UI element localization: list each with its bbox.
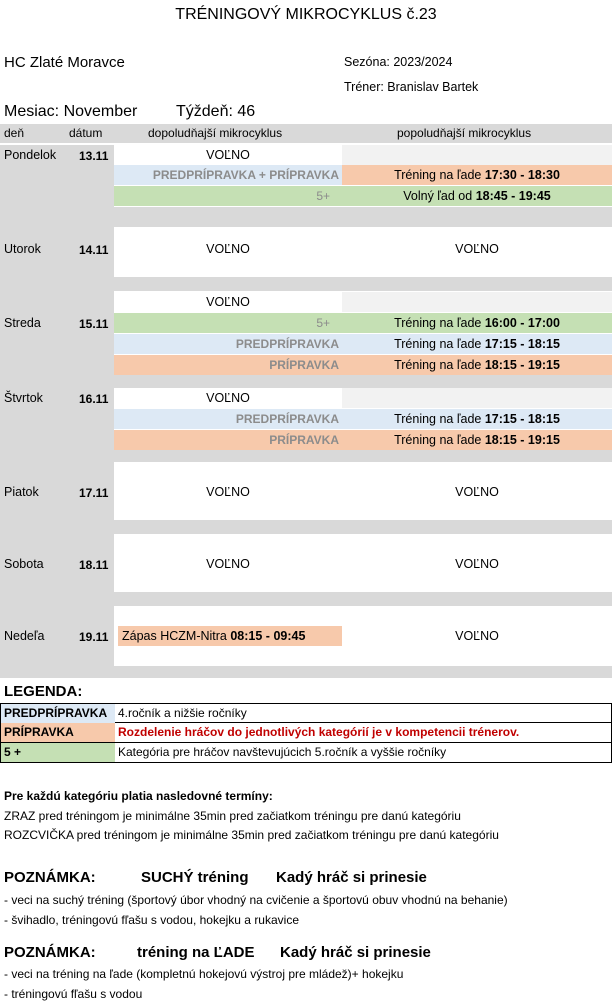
row-separator xyxy=(114,592,612,606)
row-separator xyxy=(0,207,114,227)
header-pm: popoludňajší mikrocyklus xyxy=(397,126,532,140)
session-time: 17:30 - 18:30 xyxy=(484,168,560,182)
am-category-prep: PRÍPRAVKA xyxy=(114,355,342,375)
session-label: Tréning na ľade xyxy=(394,168,482,182)
row-separator xyxy=(0,666,612,678)
row-separator xyxy=(0,375,114,388)
note-label: POZNÁMKA: xyxy=(4,869,96,886)
month: Mesiac: November xyxy=(4,103,138,120)
day-date: 14.11 xyxy=(79,243,109,257)
day-cell-wednesday xyxy=(0,291,114,375)
legend-key: 5 + xyxy=(1,743,115,762)
day-name: Štvrtok xyxy=(4,391,43,405)
header-am: dopoludňajší mikrocyklus xyxy=(148,126,283,140)
note-item: - švihadlo, tréningovú fľašu s vodou, hokejku a rukavice xyxy=(4,913,299,927)
am-free: VOĽNO xyxy=(206,295,250,309)
pm-free: VOĽNO xyxy=(455,629,499,643)
pm-free: VOĽNO xyxy=(455,242,499,256)
session-time: 18:15 - 19:15 xyxy=(484,433,560,447)
pm-free: VOĽNO xyxy=(455,485,499,499)
row-separator xyxy=(0,592,114,606)
terms-heading: Pre každú kategóriu platia nasledovné termíny: xyxy=(4,789,273,803)
pm-session xyxy=(342,334,612,354)
am-free: VOĽNO xyxy=(206,148,250,162)
page-title: TRÉNINGOVÝ MIKROCYKLUS č.23 xyxy=(175,6,437,23)
note-item: - veci na suchý tréning (športový úbor vhodný na cvičenie a športovú obuv vhodnú na behanie) xyxy=(4,893,508,907)
pm-empty xyxy=(342,145,612,165)
legend-key: PREDPRÍPRAVKA xyxy=(1,704,115,723)
pm-empty xyxy=(342,388,612,408)
session-time: 18:15 - 19:15 xyxy=(484,358,560,372)
session-label: Volný ľad od xyxy=(403,189,473,203)
pm-session xyxy=(342,430,612,450)
legend-title: LEGENDA: xyxy=(4,683,83,700)
am-category-prep-both: PREDPRÍPRAVKA + PRÍPRAVKA xyxy=(114,165,342,185)
day-name: Streda xyxy=(4,316,41,330)
legend-value: Rozdelenie hráčov do jednotlivých kategórií je v kompetencii trénerov. xyxy=(118,725,520,739)
row-separator xyxy=(114,375,612,388)
row-separator xyxy=(114,520,612,534)
session-label: Tréning na ľade xyxy=(394,358,482,372)
day-date: 17.11 xyxy=(79,486,109,500)
am-category-predprep: PREDPRÍPRAVKA xyxy=(114,334,342,354)
legend-key: PRÍPRAVKA xyxy=(1,723,115,742)
header-date: dátum xyxy=(69,126,103,140)
row-separator xyxy=(0,277,114,291)
row-separator xyxy=(114,277,612,291)
day-date: 15.11 xyxy=(79,317,109,331)
week: Týždeň: 46 xyxy=(176,103,256,120)
session-time: 17:15 - 18:15 xyxy=(484,412,560,426)
am-free: VOĽNO xyxy=(206,242,250,256)
pm-free: VOĽNO xyxy=(455,557,499,571)
day-name: Pondelok xyxy=(4,148,57,162)
am-free: VOĽNO xyxy=(206,391,250,405)
header-day: deň xyxy=(4,126,25,140)
note-type: SUCHÝ tréning xyxy=(141,869,249,886)
pm-session xyxy=(342,313,612,333)
note-label: POZNÁMKA: xyxy=(4,944,96,961)
legend-value: Kategória pre hráčov navštevujúcich 5.ročník a vyššie ročníky xyxy=(118,745,447,759)
day-date: 19.11 xyxy=(79,630,109,644)
day-name: Piatok xyxy=(4,485,39,499)
note-type: tréning na ĽADE xyxy=(137,944,255,961)
row-separator xyxy=(114,207,612,227)
pm-session xyxy=(342,186,612,206)
pm-session xyxy=(342,165,612,185)
trainer: Tréner: Branislav Bartek xyxy=(344,80,479,94)
row-separator xyxy=(0,450,114,462)
session-label: Tréning na ľade xyxy=(394,433,482,447)
session-time: 17:15 - 18:15 xyxy=(484,337,560,351)
day-name: Utorok xyxy=(4,242,41,256)
row-separator xyxy=(114,450,612,462)
day-date: 16.11 xyxy=(79,392,109,406)
club-name: HC Zlaté Moravce xyxy=(4,54,125,71)
am-category-predprep: PREDPRÍPRAVKA xyxy=(114,409,342,429)
legend-row xyxy=(0,723,612,743)
note-bring: Kadý hráč si prinesie xyxy=(276,869,427,886)
note-item: - tréningovú fľašu s vodou xyxy=(4,987,143,1001)
am-category-five-plus: 5+ xyxy=(114,313,342,333)
legend-row xyxy=(0,703,612,723)
session-label: Tréning na ľade xyxy=(394,412,482,426)
legend-value: 4.ročník a nižšie ročníky xyxy=(118,706,247,720)
row-separator xyxy=(0,520,114,534)
am-free: VOĽNO xyxy=(206,485,250,499)
pm-session xyxy=(342,355,612,375)
legend-row xyxy=(0,743,612,763)
terms-line: ZRAZ pred tréningom je minimálne 35min pred začiatkom tréningu pre danú kategóriu xyxy=(4,809,461,823)
session-time: 16:00 - 17:00 xyxy=(484,316,560,330)
session-label: Tréning na ľade xyxy=(394,337,482,351)
session-time: 18:45 - 19:45 xyxy=(475,189,551,203)
pm-empty xyxy=(342,292,612,312)
day-name: Sobota xyxy=(4,557,44,571)
session-label: Tréning na ľade xyxy=(394,316,482,330)
day-name: Nedeľa xyxy=(4,629,45,643)
note-item: - veci na tréning na ľade (kompletnú hokejovú výstroj pre mládež)+ hokejku xyxy=(4,967,404,981)
match-time: 08:15 - 09:45 xyxy=(230,629,306,643)
terms-line: ROZCVIČKA pred tréningom je minimálne 35min pred začiatkom tréningu pre danú kategóriu xyxy=(4,828,499,842)
am-free: VOĽNO xyxy=(206,557,250,571)
am-category-prep: PRÍPRAVKA xyxy=(114,430,342,450)
am-match xyxy=(118,626,342,646)
note-bring: Kadý hráč si prinesie xyxy=(280,944,431,961)
day-date: 18.11 xyxy=(79,558,109,572)
season: Sezóna: 2023/2024 xyxy=(344,55,453,69)
match-label: Zápas HCZM-Nitra xyxy=(122,629,227,643)
day-date: 13.11 xyxy=(79,149,109,163)
am-category-five-plus: 5+ xyxy=(114,186,342,206)
pm-session xyxy=(342,409,612,429)
